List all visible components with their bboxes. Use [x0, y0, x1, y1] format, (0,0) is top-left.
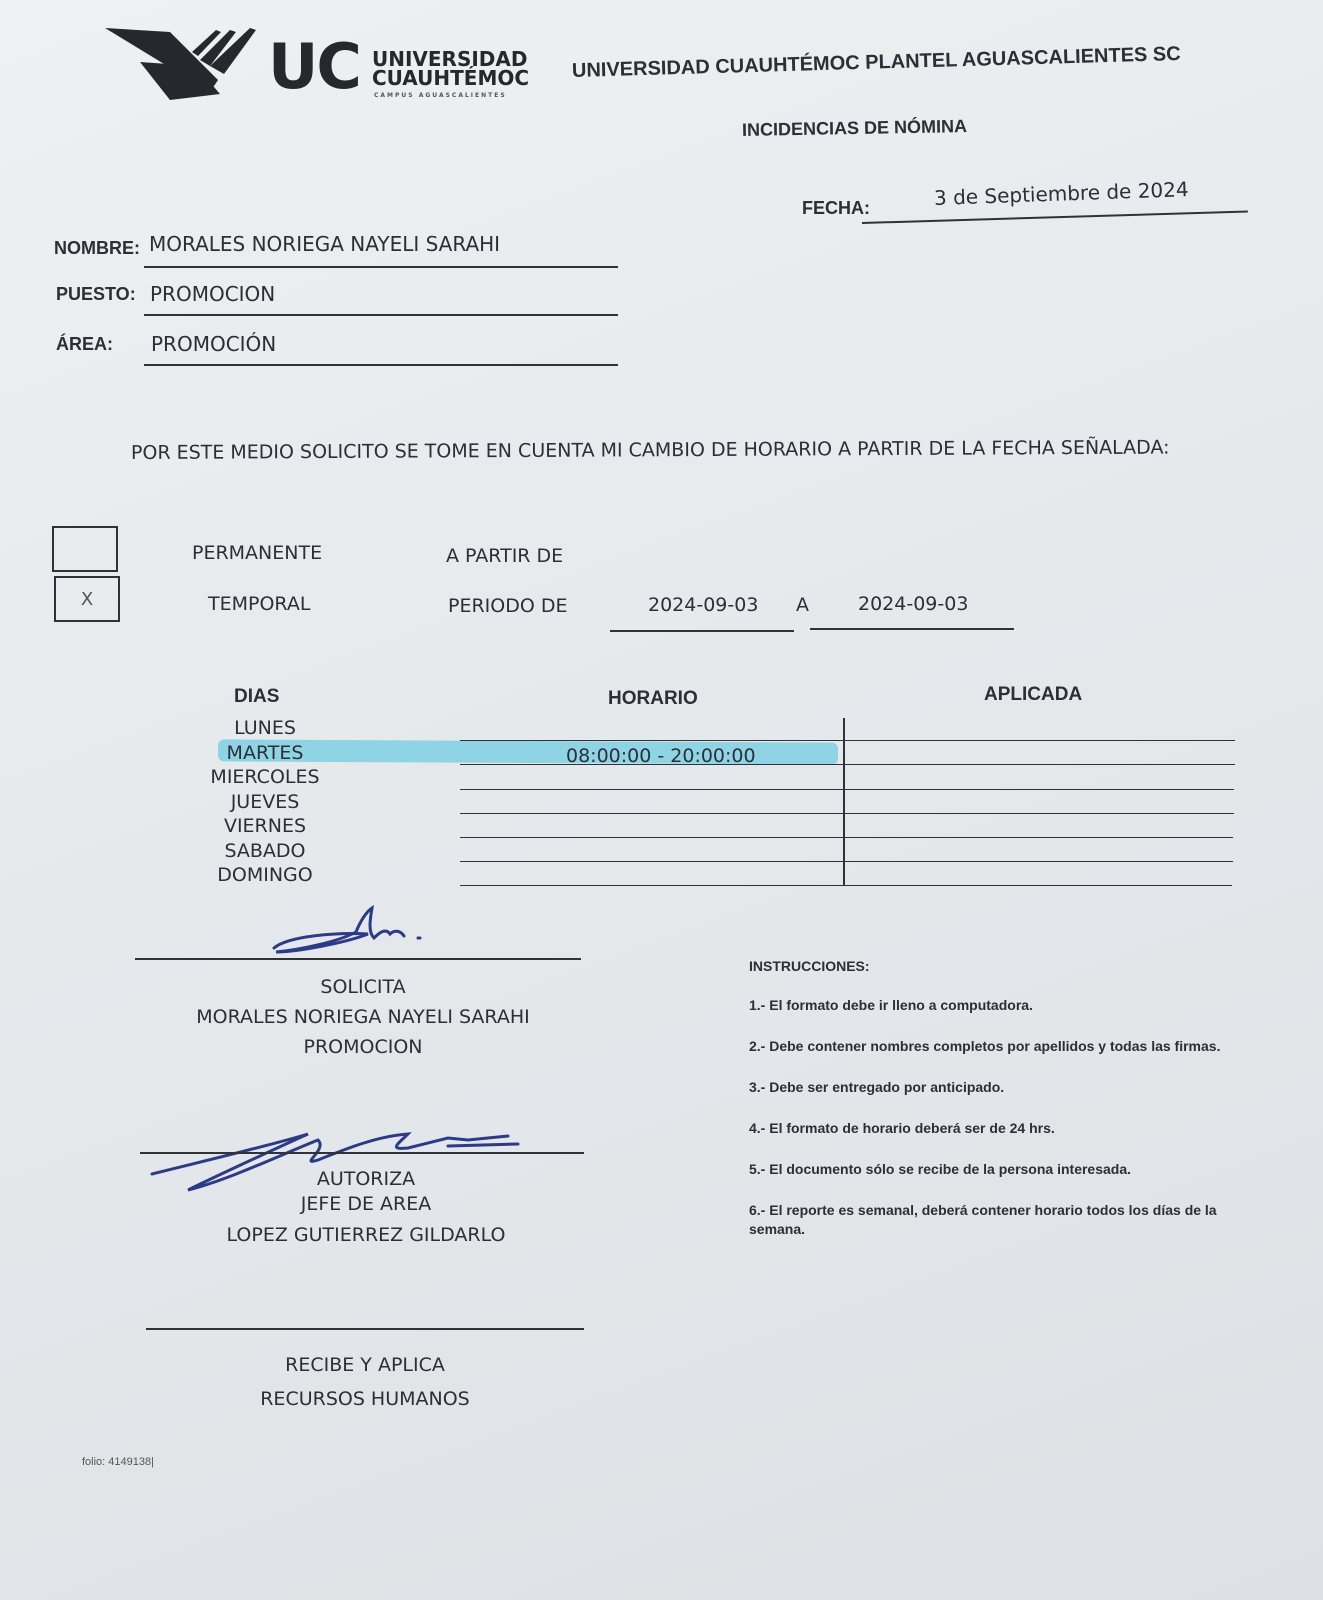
instructions: [749, 958, 1249, 1239]
logo-campus: CAMPUS AGUASCALIENTES: [374, 92, 507, 99]
periodo-separator: A: [796, 594, 809, 616]
solicita-name: MORALES NORIEGA NAYELI SARAHI: [196, 1006, 530, 1028]
instruction-item: 4.- El formato de horario deberá ser de 24 hrs.: [749, 1120, 1055, 1136]
instruction-item: 3.- Debe ser entregado por anticipado.: [749, 1079, 1005, 1095]
recibe-block: [146, 1348, 584, 1416]
temporal-checkbox[interactable]: X: [54, 576, 120, 622]
periodo-from: 2024-09-03: [648, 594, 759, 616]
area-line: [144, 364, 618, 366]
autoriza-line: [140, 1152, 584, 1154]
col-dias-header: DIAS: [234, 686, 280, 707]
solicita-block: [140, 976, 586, 1058]
autoriza-role: AUTORIZA: [316, 1168, 416, 1190]
day-miercoles: MIERCOLES: [210, 766, 320, 788]
institution-name: UNIVERSIDAD CUAUHTÉMOC PLANTEL AGUASCALIENTES SC: [571, 43, 1181, 82]
autoriza-name: LOPEZ GUTIERREZ GILDARLO: [226, 1224, 506, 1246]
instruction-item: 2.- Debe contener nombres completos por apellidos y todas las firmas.: [749, 1038, 1221, 1054]
area-label: ÁREA:: [56, 334, 113, 354]
puesto-value: PROMOCION: [150, 282, 276, 306]
folio: folio: 4149138|: [82, 1456, 154, 1468]
col-aplicada-header: APLICADA: [984, 684, 1083, 705]
fecha-line: [862, 211, 1248, 224]
recibe-line: [146, 1328, 584, 1330]
recibe-role: RECIBE Y APLICA: [285, 1354, 445, 1376]
logo-initials: UC: [268, 30, 360, 103]
solicita-area: PROMOCION: [303, 1036, 423, 1058]
autoriza-title: JEFE DE AREA: [300, 1193, 432, 1215]
permanente-checkbox[interactable]: [52, 526, 118, 572]
table-row-line: [460, 740, 1235, 741]
solicita-signature: [268, 902, 448, 962]
document-title: INCIDENCIAS DE NÓMINA: [741, 116, 968, 140]
request-text: POR ESTE MEDIO SOLICITO SE TOME EN CUENTA MI CAMBIO DE HORARIO A PARTIR DE LA FECHA SEÑALADA:: [130, 436, 1170, 464]
fecha-label: FECHA:: [802, 198, 870, 218]
nombre-value: MORALES NORIEGA NAYELI SARAHI: [149, 232, 501, 256]
logo-name: [372, 47, 530, 90]
logo-name-line2: CUAUHTÉMOC: [372, 66, 530, 90]
autoriza-block: [144, 1167, 588, 1248]
instruction-item: 6.- El reporte es semanal, deberá contener horario todos los días de la semana.: [749, 1202, 1217, 1237]
nombre-label: NOMBRE:: [54, 238, 140, 258]
day-jueves: JUEVES: [230, 790, 300, 813]
day-viernes: VIERNES: [223, 815, 307, 837]
day-sabado: SABADO: [224, 839, 306, 862]
table-row-line: [460, 764, 1235, 765]
table-row-line: [460, 861, 1233, 862]
horario-martes: 08:00:00 - 20:00:00: [566, 745, 756, 767]
periodo-from-line: [610, 630, 794, 632]
instruction-item: 1.- El formato debe ir lleno a computadora.: [749, 997, 1033, 1013]
logo-name-line1: UNIVERSIDAD: [372, 47, 528, 71]
area-value: PROMOCIÓN: [151, 332, 277, 356]
puesto-label: PUESTO:: [56, 284, 136, 304]
day-domingo: DOMINGO: [217, 864, 313, 886]
day-martes: MARTES: [226, 741, 304, 764]
solicita-role: SOLICITA: [320, 976, 406, 998]
permanente-label: PERMANENTE: [192, 542, 323, 564]
table-row-line: [460, 885, 1232, 886]
instructions-title: INSTRUCCIONES:: [749, 958, 870, 974]
solicita-line: [135, 958, 581, 960]
puesto-line: [144, 314, 618, 316]
temporal-label: TEMPORAL: [208, 593, 311, 615]
day-lunes: LUNES: [234, 717, 296, 739]
recibe-dept: RECURSOS HUMANOS: [260, 1388, 470, 1410]
periodo-to-line: [810, 628, 1014, 630]
periodo-to: 2024-09-03: [858, 593, 969, 615]
table-row-line: [460, 837, 1233, 838]
a-partir-de-label: A PARTIR DE: [446, 545, 564, 567]
fecha-value: 3 de Septiembre de 2024: [933, 177, 1189, 210]
nombre-line: [144, 266, 618, 268]
table-row-line: [460, 813, 1234, 814]
eagle-logo-icon: [100, 22, 260, 112]
table-row-line: [460, 789, 1234, 790]
days-list: [190, 716, 340, 888]
col-horario-header: HORARIO: [608, 688, 698, 709]
periodo-de-label: PERIODO DE: [448, 595, 568, 617]
instruction-item: 5.- El documento sólo se recibe de la persona interesada.: [749, 1161, 1132, 1177]
